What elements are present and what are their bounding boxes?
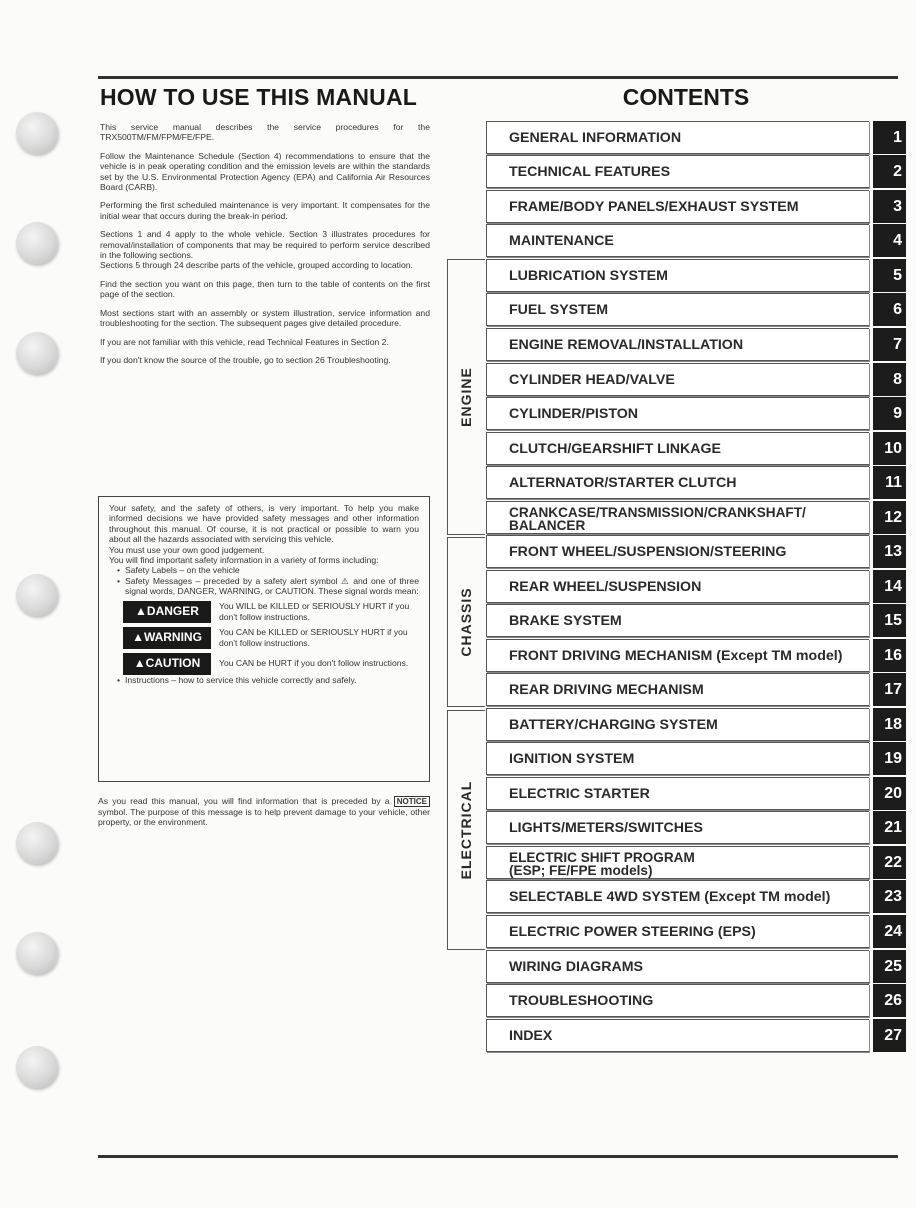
toc-label[interactable]: CLUTCH/GEARSHIFT LINKAGE [486, 432, 869, 465]
toc-label[interactable]: ELECTRIC POWER STEERING (EPS) [486, 915, 869, 948]
toc-row[interactable] [486, 328, 916, 361]
warning-row [123, 627, 419, 649]
top-rule [98, 76, 898, 79]
toc-label[interactable]: MAINTENANCE [486, 224, 869, 257]
electrical-label: ELECTRICAL [458, 780, 474, 880]
binder-hole [16, 822, 58, 864]
toc-row[interactable] [486, 190, 916, 223]
caution-text: You CAN be HURT if you don't follow instructions. [219, 658, 409, 669]
toc-label[interactable]: ENGINE REMOVAL/INSTALLATION [486, 328, 869, 361]
toc-row[interactable] [486, 466, 916, 499]
danger-text: You WILL be KILLED or SERIOUSLY HURT if you don't follow instructions. [219, 601, 410, 622]
toc-label-line2: BALANCER [509, 517, 586, 533]
toc-label-line2: (ESP; FE/FPE models) [509, 862, 653, 878]
toc-number[interactable]: 3 [873, 190, 906, 223]
toc-number[interactable]: 6 [873, 293, 906, 326]
toc-row[interactable] [486, 121, 916, 154]
toc-number[interactable]: 11 [873, 466, 906, 499]
toc-number[interactable]: 20 [873, 777, 906, 810]
toc-number[interactable]: 26 [873, 984, 906, 1017]
toc-number[interactable]: 18 [873, 708, 906, 741]
toc-label[interactable]: ALTERNATOR/STARTER CLUTCH [486, 466, 869, 499]
toc-label[interactable]: BRAKE SYSTEM [486, 604, 869, 637]
toc-label[interactable]: BATTERY/CHARGING SYSTEM [486, 708, 869, 741]
toc-label[interactable]: FRAME/BODY PANELS/EXHAUST SYSTEM [486, 190, 869, 223]
bottom-rule [98, 1155, 898, 1158]
toc-number[interactable]: 8 [873, 363, 906, 396]
toc-label[interactable]: SELECTABLE 4WD SYSTEM (Except TM model) [486, 880, 869, 913]
toc-row[interactable] [486, 501, 916, 534]
toc-row[interactable] [486, 432, 916, 465]
notice-after: symbol. The purpose of this message is to help prevent damage to your vehicle, other property, or the environment. [98, 807, 430, 828]
chassis-label: CHASSIS [458, 587, 474, 657]
toc-label[interactable]: LIGHTS/METERS/SWITCHES [486, 811, 869, 844]
toc-label[interactable]: TECHNICAL FEATURES [486, 155, 869, 188]
toc-label[interactable]: LUBRICATION SYSTEM [486, 259, 869, 292]
notice-badge: NOTICE [394, 796, 430, 807]
toc-number[interactable]: 14 [873, 570, 906, 603]
toc-label[interactable]: ELECTRIC STARTER [486, 777, 869, 810]
toc-row[interactable] [486, 293, 916, 326]
binder-hole [16, 332, 58, 374]
engine-label: ENGINE [458, 367, 474, 427]
toc-label[interactable]: REAR WHEEL/SUSPENSION [486, 570, 869, 603]
toc-row[interactable] [486, 950, 916, 983]
toc-number[interactable]: 4 [873, 224, 906, 257]
safety-list-final [109, 675, 419, 685]
toc-row[interactable] [486, 397, 916, 430]
intro-text [100, 122, 430, 373]
binder-hole [16, 932, 58, 974]
toc-row[interactable] [486, 1019, 916, 1052]
toc-number[interactable]: 2 [873, 155, 906, 188]
danger-label: ▲DANGER [123, 601, 211, 623]
notice-paragraph [98, 796, 430, 828]
toc-number[interactable]: 22 [873, 846, 906, 879]
toc-number[interactable]: 16 [873, 639, 906, 672]
safety-forms: You will find important safety information in a variety of forms including: [109, 555, 379, 566]
toc-row[interactable] [486, 259, 916, 292]
intro-paragraph: Sections 1 and 4 apply to the whole vehicle. Section 3 illustrates procedures for removal/installation of components that may be required to perform service described in the following sections. [100, 229, 430, 261]
toc-row[interactable] [486, 777, 916, 810]
toc-number[interactable]: 12 [873, 501, 906, 534]
toc-row[interactable] [486, 570, 916, 603]
toc-label-line1: CRANKCASE/TRANSMISSION/CRANKSHAFT/ [509, 504, 806, 520]
binder-hole [16, 112, 58, 154]
intro-paragraph: Performing the first scheduled maintenance is very important. It compensates for the initial wear that occurs during the break-in period. [100, 200, 430, 221]
toc-row[interactable] [486, 880, 916, 913]
binder-hole [16, 1046, 58, 1088]
toc-label[interactable] [486, 846, 869, 879]
binder-hole [16, 574, 58, 616]
toc-label[interactable]: FUEL SYSTEM [486, 293, 869, 326]
safety-item-instructions: • Instructions – how to service this vehicle correctly and safely. [119, 675, 419, 685]
toc-number[interactable]: 15 [873, 604, 906, 637]
intro-paragraph: If you don't know the source of the trouble, go to section 26 Troubleshooting. [100, 354, 391, 365]
toc-label[interactable]: CYLINDER/PISTON [486, 397, 869, 430]
toc-number[interactable]: 7 [873, 328, 906, 361]
toc-label[interactable]: FRONT WHEEL/SUSPENSION/STEERING [486, 535, 869, 568]
how-to-use-title: HOW TO USE THIS MANUAL [100, 84, 418, 110]
toc-label[interactable]: FRONT DRIVING MECHANISM (Except TM model) [486, 639, 869, 672]
toc-row[interactable] [486, 224, 916, 257]
toc-row[interactable] [486, 363, 916, 396]
safety-item-messages: • Safety Messages – preceded by a safety alert symbol ⚠ and one of three signal words, DANGER, WARNING, or CAUTION. These signal words mean: [119, 576, 419, 597]
toc-row[interactable] [486, 811, 916, 844]
toc-label[interactable]: INDEX [486, 1019, 869, 1052]
intro-paragraph: Follow the Maintenance Schedule (Section 4) recommendations to ensure that the vehicle is in peak operating condition and the emission levels are within the standards set by the U.S. Environmental Protection Agency (EPA) and California Air Resources Board (CARB). [100, 150, 430, 193]
notice-before: As you read this manual, you will find information that is preceded by a [98, 796, 390, 806]
toc-number[interactable]: 24 [873, 915, 906, 948]
toc-row[interactable] [486, 915, 916, 948]
toc-row[interactable] [486, 708, 916, 741]
toc-row[interactable] [486, 604, 916, 637]
toc-row[interactable] [486, 535, 916, 568]
safety-judgement: You must use your own good judgement. [109, 544, 265, 555]
toc-label[interactable]: GENERAL INFORMATION [486, 121, 869, 154]
toc-label[interactable]: IGNITION SYSTEM [486, 742, 869, 775]
intro-paragraph: If you are not familiar with this vehicle, read Technical Features in Section 2. [100, 336, 389, 347]
toc-label-line1: ELECTRIC SHIFT PROGRAM [509, 849, 695, 865]
safety-box [98, 496, 430, 782]
caution-label: ▲CAUTION [123, 653, 211, 675]
toc-row[interactable] [486, 984, 916, 1017]
toc-number[interactable]: 23 [873, 880, 906, 913]
toc-number[interactable]: 10 [873, 432, 906, 465]
toc-row[interactable] [486, 846, 916, 879]
safety-list [109, 565, 419, 596]
toc-row[interactable] [486, 639, 916, 672]
toc-label[interactable]: TROUBLESHOOTING [486, 984, 869, 1017]
toc-row[interactable] [486, 155, 916, 188]
binder-hole [16, 222, 58, 264]
toc-row[interactable] [486, 742, 916, 775]
toc-number[interactable]: 13 [873, 535, 906, 568]
toc-number[interactable]: 25 [873, 950, 906, 983]
toc-number[interactable]: 9 [873, 397, 906, 430]
safety-item-labels: • Safety Labels – on the vehicle [119, 565, 419, 575]
toc-number[interactable]: 5 [873, 259, 906, 292]
toc-label[interactable]: CYLINDER HEAD/VALVE [486, 363, 869, 396]
toc-label[interactable]: REAR DRIVING MECHANISM [486, 673, 869, 706]
toc-number[interactable]: 21 [873, 811, 906, 844]
toc-number[interactable]: 19 [873, 742, 906, 775]
intro-paragraph: Most sections start with an assembly or system illustration, service information and troubleshooting for the section. The subsequent pages give detailed procedure. [100, 307, 430, 329]
toc-label[interactable]: WIRING DIAGRAMS [486, 950, 869, 983]
danger-row [123, 601, 419, 623]
intro-paragraph: Find the section you want on this page, then turn to the table of contents on the first page of the section. [100, 278, 430, 300]
safety-intro: Your safety, and the safety of others, is very important. To help you make informed decisions we have provided safety messages and other information throughout this manual. Of course, it is not practical or possible to warn you about all the hazards associated with servicing this vehicle. [109, 503, 419, 545]
caution-row [123, 653, 419, 675]
intro-paragraph: This service manual describes the service procedures for the TRX500TM/FM/FPM/FE/FPE. [100, 122, 430, 143]
contents-title: CONTENTS [622, 84, 750, 110]
intro-paragraph: Sections 5 through 24 describe parts of the vehicle, grouped according to location. [100, 260, 413, 271]
toc-number[interactable]: 27 [873, 1019, 906, 1052]
toc-number[interactable]: 1 [873, 121, 906, 154]
warning-text: You CAN be KILLED or SERIOUSLY HURT if you don't follow instructions. [219, 627, 408, 648]
warning-label: ▲WARNING [123, 627, 211, 649]
toc-number[interactable]: 17 [873, 673, 906, 706]
toc-label[interactable] [486, 501, 869, 534]
toc-row[interactable] [486, 673, 916, 706]
